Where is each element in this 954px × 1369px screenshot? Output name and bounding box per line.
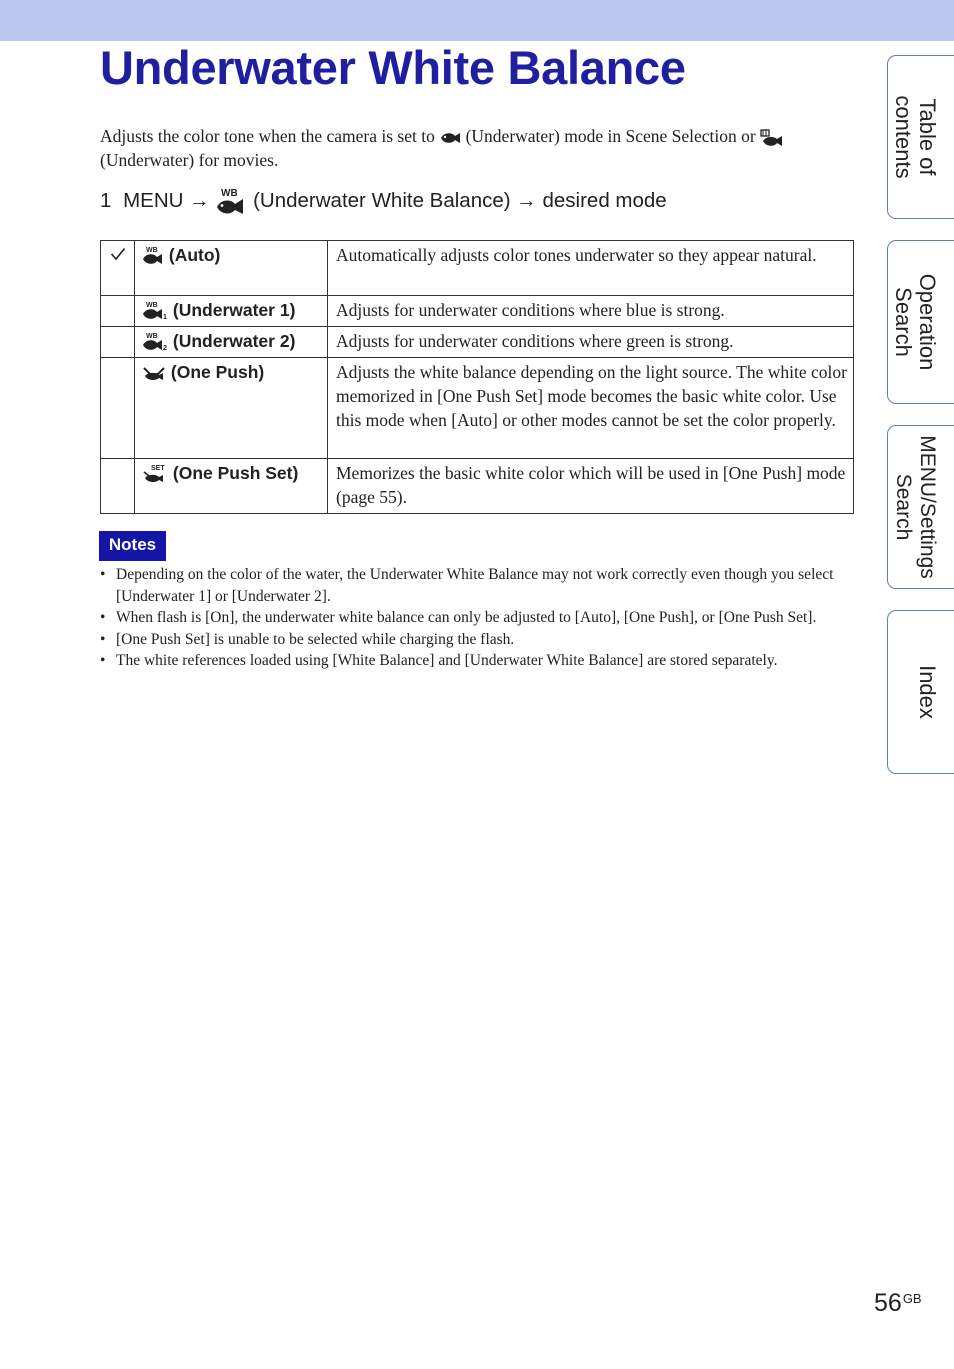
one-push-set-icon (142, 463, 168, 483)
tab-index[interactable] (887, 610, 954, 774)
mode-name-cell (135, 296, 328, 327)
checkmark-icon (110, 247, 126, 261)
page-number-value: 56 (874, 1289, 902, 1317)
svg-text:WB: WB (221, 188, 239, 199)
tab-table-of-contents[interactable] (887, 55, 954, 219)
list-item: • When flash is [On], the underwater white balance can only be adjusted to [Auto], [One Push], or [One Push Set]. (100, 607, 855, 629)
table-row (101, 327, 854, 358)
tab-label: MENU/Settings Search (891, 435, 939, 579)
tab-operation-search[interactable] (887, 240, 954, 404)
wb-fish-2-icon (142, 331, 168, 351)
tab-label: Operation Search (890, 273, 940, 371)
table-row (101, 296, 854, 327)
tab-menu-settings-search[interactable] (887, 425, 954, 589)
table-row (101, 241, 854, 296)
mode-description: Automatically adjusts color tones underwater so they appear natural. (328, 241, 854, 296)
tab-label: Table of contents (890, 95, 940, 179)
mode-label: (One Push) (170, 362, 265, 382)
menu-label: MENU (123, 189, 184, 212)
tab-label: Index (914, 665, 940, 719)
default-marker-cell (101, 327, 135, 358)
list-item: • [One Push Set] is unable to be selected while charging the flash. (100, 629, 855, 651)
underwater-movie-icon (760, 129, 786, 147)
table-row (101, 358, 854, 459)
mode-label: (Auto) (168, 245, 221, 265)
mode-label: (Underwater 1) (172, 300, 296, 320)
one-push-icon (142, 363, 166, 381)
default-marker-cell (101, 241, 135, 296)
intro-text-2: (Underwater) mode in Scene Selection or (465, 126, 756, 146)
mode-label: (One Push Set) (172, 463, 299, 483)
target-label: desired mode (542, 189, 667, 212)
notes-list (100, 564, 855, 672)
mode-name-cell (135, 327, 328, 358)
menu-step-instruction (100, 187, 667, 215)
default-marker-cell (101, 358, 135, 459)
intro-text-3: (Underwater) for movies. (100, 150, 279, 170)
default-marker-cell (101, 296, 135, 327)
page-number (874, 1289, 922, 1318)
wb-fish-1-icon (142, 300, 168, 320)
arrow-icon: → (516, 189, 537, 212)
mode-description: Adjusts the white balance depending on the light source. The white color memorized in [One Push Set] mode becomes the basic white color. Use this mode when [Auto] or other modes cannot be set the color properly. (328, 358, 854, 459)
wb-fish-auto-icon (142, 245, 164, 265)
notes-label: Notes (99, 531, 166, 561)
list-item: • Depending on the color of the water, the Underwater White Balance may not work correctly even though you select [Underwater 1] or [Underwater 2]. (100, 564, 855, 607)
svg-text:SET: SET (151, 464, 165, 472)
mode-description: Memorizes the basic white color which will be used in [One Push] mode (page 55). (328, 459, 854, 514)
mode-name-cell (135, 241, 328, 296)
mode-table (100, 240, 854, 514)
step-number: 1 (100, 189, 112, 212)
header-bar (0, 0, 954, 41)
svg-text:2: 2 (163, 344, 167, 351)
menu-item-label: (Underwater White Balance) (253, 189, 511, 212)
intro-paragraph (100, 124, 860, 172)
page-title: Underwater White Balance (100, 41, 686, 94)
wb-underwater-icon (215, 187, 247, 215)
default-marker-cell (101, 459, 135, 514)
mode-description: Adjusts for underwater conditions where green is strong. (328, 327, 854, 358)
list-item: • The white references loaded using [White Balance] and [Underwater White Balance] are stored separately. (100, 650, 855, 672)
svg-text:WB: WB (146, 332, 158, 340)
svg-text:WB: WB (146, 246, 158, 254)
mode-name-cell (135, 358, 328, 459)
svg-text:WB: WB (146, 301, 158, 309)
mode-name-cell (135, 459, 328, 514)
mode-description: Adjusts for underwater conditions where blue is strong. (328, 296, 854, 327)
svg-text:1: 1 (163, 313, 167, 320)
underwater-fish-icon (439, 131, 461, 145)
page-suffix: GB (902, 1291, 922, 1306)
table-row (101, 459, 854, 514)
mode-label: (Underwater 2) (172, 331, 296, 351)
arrow-icon: → (189, 189, 210, 212)
intro-text-1: Adjusts the color tone when the camera is set to (100, 126, 435, 146)
